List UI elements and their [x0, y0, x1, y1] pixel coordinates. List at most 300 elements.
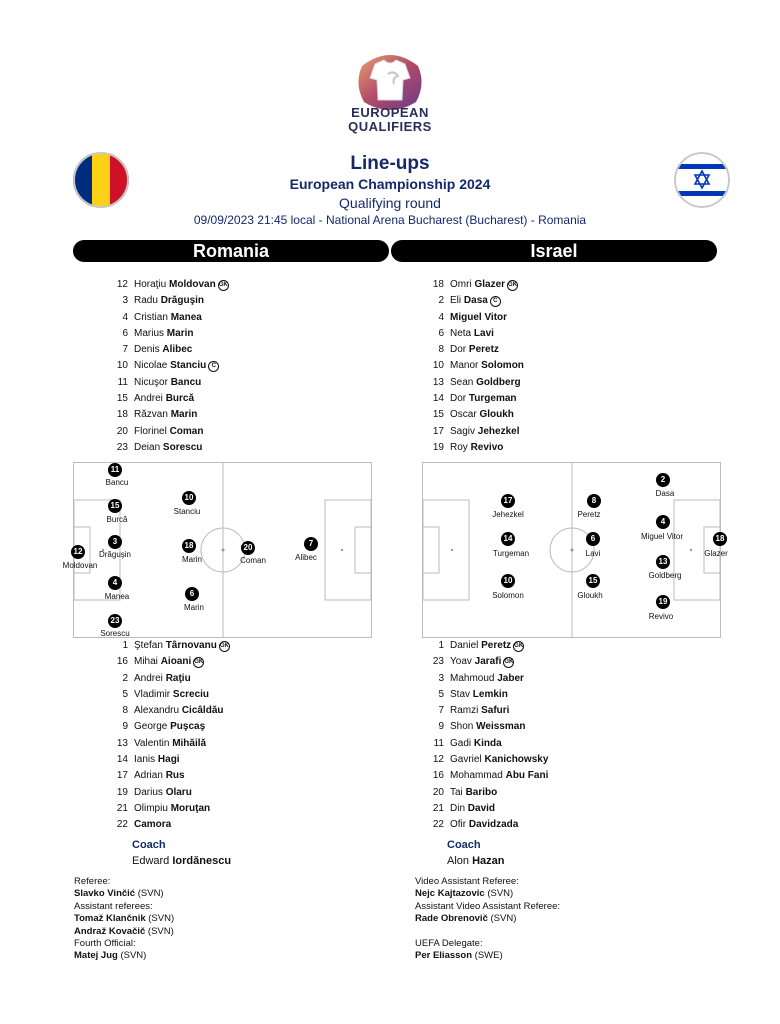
player-row	[100, 817, 380, 833]
officials-left	[74, 876, 374, 963]
player-last-name: Davidzada	[468, 819, 519, 831]
player-last-name: Jaber	[497, 672, 524, 684]
player-first-name: George	[134, 721, 168, 733]
pitch-player-label: Alibec	[295, 553, 317, 562]
player-name	[134, 752, 180, 768]
player-first-name: Ramzi	[450, 705, 479, 717]
player-name	[134, 817, 171, 833]
player-number: 14	[116, 754, 128, 766]
player-row	[416, 785, 696, 801]
player-first-name: Valentin	[134, 737, 170, 749]
player-last-name: Moruţan	[170, 802, 211, 814]
player-row	[416, 671, 696, 687]
player-row	[416, 375, 696, 391]
pitch-player-number: 12	[71, 545, 85, 559]
player-row	[416, 719, 696, 735]
player-first-name: Alexandru	[134, 705, 180, 717]
fourth-label: Fourth Official:	[74, 938, 136, 950]
player-last-name: Screciu	[172, 688, 210, 700]
player-name	[450, 277, 518, 293]
player-first-name: Andrei	[134, 672, 163, 684]
pitch-player-number: 15	[586, 574, 600, 588]
player-row	[416, 801, 696, 817]
player-name	[134, 293, 204, 309]
goalkeeper-badge: GK	[503, 657, 514, 668]
referee-nat: (SVN)	[137, 888, 164, 900]
avar-name: Rade Obrenovič	[415, 913, 488, 925]
player-last-name: Alibec	[162, 344, 193, 356]
player-number: 9	[438, 721, 444, 733]
player-name	[450, 768, 548, 784]
pitch-player-label: Dasa	[655, 489, 675, 498]
player-name	[450, 407, 514, 423]
player-first-name: Daniel	[450, 640, 479, 651]
player-name	[450, 687, 508, 703]
player-last-name: Gloukh	[479, 409, 514, 421]
player-row	[100, 671, 380, 687]
player-first-name: Din	[450, 802, 466, 814]
player-name	[450, 342, 499, 358]
player-first-name: Oscar	[450, 409, 477, 421]
player-number: 23	[116, 441, 128, 453]
player-number: 12	[432, 754, 444, 766]
israel-flag-icon	[674, 152, 730, 208]
player-name	[134, 736, 206, 752]
player-name	[134, 310, 202, 326]
pitch-player-number: 18	[182, 539, 196, 553]
player-name	[450, 719, 525, 735]
player-row	[100, 375, 380, 391]
delegate-name: Per Eliasson	[415, 950, 473, 962]
player-first-name: Manor	[450, 360, 479, 372]
pitch-player-label: Turgeman	[492, 549, 530, 558]
player-number: 7	[438, 705, 444, 717]
away-pitch	[422, 462, 721, 638]
player-last-name: Mihăilă	[172, 737, 207, 749]
player-last-name: Jehezkel	[477, 425, 520, 437]
pitch-player-label: Glazer	[704, 549, 728, 558]
player-number: 2	[438, 295, 444, 307]
player-first-name: Mihai	[134, 656, 158, 668]
player-row	[100, 424, 380, 440]
delegate	[415, 950, 735, 962]
player-row	[416, 768, 696, 784]
player-first-name: Tai	[450, 786, 463, 798]
fourth-official	[74, 950, 374, 962]
assistant2	[74, 926, 374, 938]
player-first-name: Adrian	[134, 770, 163, 782]
player-name	[450, 817, 518, 833]
player-row	[416, 342, 696, 358]
pitch-player-label: Marin	[181, 555, 203, 564]
player-number: 15	[116, 393, 128, 405]
player-name	[134, 768, 185, 784]
player-last-name: Aioani	[160, 656, 192, 668]
player-row	[416, 440, 696, 456]
player-last-name: Târnovanu	[165, 640, 217, 651]
referee-name: Slavko Vinčić	[74, 888, 136, 900]
player-name	[134, 407, 197, 423]
player-row	[100, 440, 380, 456]
player-last-name: Drăguşin	[160, 295, 205, 307]
pitch-player-label: Revivo	[648, 612, 674, 621]
player-last-name: Manea	[170, 311, 202, 323]
player-first-name: Dor	[450, 344, 467, 356]
player-number: 9	[122, 721, 128, 733]
pitch-player-number: 4	[108, 576, 122, 590]
pitch-player-number: 18	[713, 532, 727, 546]
pitch-player-number: 2	[656, 473, 670, 487]
player-name	[134, 671, 191, 687]
player-name	[450, 703, 509, 719]
player-first-name: Sean	[450, 376, 474, 388]
logo-text-line1: EUROPEAN	[351, 105, 429, 120]
player-row	[416, 638, 696, 654]
player-row	[100, 358, 380, 374]
player-last-name: Kinda	[473, 737, 502, 749]
player-name	[134, 703, 224, 719]
player-number: 10	[432, 360, 444, 372]
pitch-player-number: 17	[501, 494, 515, 508]
player-first-name: Denis	[134, 344, 160, 356]
pitch-player-label: Sorescu	[100, 629, 130, 638]
player-last-name: Rus	[165, 770, 185, 782]
player-name	[134, 326, 193, 342]
player-number: 23	[432, 656, 444, 668]
referee	[74, 888, 374, 900]
player-last-name: Weissman	[476, 721, 526, 733]
player-first-name: Sagiv	[450, 425, 476, 437]
player-name	[450, 375, 521, 391]
pitch-player-label: Manea	[104, 592, 130, 601]
player-number: 17	[116, 770, 128, 782]
player-number: 6	[122, 327, 128, 339]
away-starters-list	[416, 277, 696, 456]
player-number: 16	[432, 770, 444, 782]
player-row	[100, 638, 380, 654]
player-number: 13	[116, 737, 128, 749]
player-first-name: Yoav	[450, 656, 472, 668]
pitch-player-number: 13	[656, 555, 670, 569]
captain-badge: C	[208, 361, 219, 372]
captain-badge: C	[490, 296, 501, 307]
player-row	[416, 736, 696, 752]
player-name	[450, 752, 548, 768]
player-name	[450, 391, 517, 407]
player-first-name: Radu	[134, 295, 158, 307]
away-subs-list	[416, 638, 696, 834]
player-number: 11	[433, 737, 444, 749]
player-last-name: Glazer	[474, 279, 506, 290]
pitch-player-label: Moldovan	[62, 561, 98, 570]
player-number: 4	[122, 311, 128, 323]
pitch-player-label: Solomon	[492, 591, 524, 600]
pitch-player-number: 3	[108, 535, 122, 549]
player-row	[416, 310, 696, 326]
player-number: 8	[438, 344, 444, 356]
pitch-player-number: 20	[241, 541, 255, 555]
player-row	[100, 277, 380, 293]
pitch-player-number: 4	[656, 515, 670, 529]
player-last-name: Peretz	[481, 640, 512, 651]
player-last-name: Revivo	[470, 441, 504, 453]
player-number: 14	[432, 393, 444, 405]
player-number: 18	[116, 409, 128, 421]
player-first-name: Ianis	[134, 754, 156, 766]
round-name: Qualifying round	[339, 195, 441, 211]
pitch-player-number: 7	[304, 537, 318, 551]
player-row	[100, 342, 380, 358]
player-row	[416, 326, 696, 342]
pitch-player-number: 15	[108, 499, 122, 513]
player-last-name: Dasa	[463, 295, 488, 307]
match-info: 09/09/2023 21:45 local - National Arena Bucharest (Bucharest) - Romania	[193, 213, 587, 227]
player-last-name: Goldberg	[476, 376, 521, 388]
pitch-player-number: 6	[586, 532, 600, 546]
player-number: 6	[438, 327, 444, 339]
player-number: 19	[432, 441, 444, 453]
avar-label: Assistant Video Assistant Referee:	[415, 900, 561, 912]
pitch-player-number: 14	[501, 532, 515, 546]
player-name	[134, 358, 219, 374]
player-last-name: Sorescu	[162, 441, 203, 453]
player-first-name: Mohammad	[450, 770, 503, 782]
player-last-name: Turgeman	[468, 393, 517, 405]
player-row	[100, 326, 380, 342]
player-last-name: Moldovan	[169, 279, 216, 290]
avar-nat: (SVN)	[490, 913, 517, 925]
player-last-name: Stanciu	[170, 360, 207, 372]
player-number: 20	[432, 786, 444, 798]
player-last-name: Cicâldău	[181, 705, 224, 717]
home-coach-last: Iordănescu	[172, 855, 232, 867]
player-first-name: Horaţiu	[134, 279, 167, 290]
player-row	[416, 752, 696, 768]
player-row	[416, 687, 696, 703]
pitch-player-number: 11	[108, 463, 122, 477]
goalkeeper-badge: GK	[193, 657, 204, 668]
pitch-player-number: 23	[108, 614, 122, 628]
player-last-name: Bancu	[170, 376, 202, 388]
player-row	[100, 407, 380, 423]
pitch-player-label: Marin	[183, 603, 205, 612]
player-last-name: Kanichowsky	[484, 754, 549, 766]
player-first-name: Răzvan	[134, 409, 168, 421]
player-name	[134, 719, 205, 735]
player-number: 17	[432, 425, 444, 437]
player-row	[416, 703, 696, 719]
player-number: 21	[432, 802, 444, 814]
player-row	[100, 752, 380, 768]
player-row	[100, 687, 380, 703]
player-name	[134, 424, 203, 440]
player-first-name: Stav	[450, 688, 471, 700]
away-coach-last: Hazan	[472, 855, 505, 867]
player-number: 22	[432, 819, 444, 831]
player-name	[134, 638, 230, 654]
player-first-name: Neta	[450, 327, 472, 339]
player-row	[100, 391, 380, 407]
player-first-name: Marius	[134, 327, 165, 339]
pitch-player-label: Stanciu	[173, 507, 201, 516]
player-row	[416, 817, 696, 833]
player-last-name: Baribo	[465, 786, 498, 798]
player-name	[134, 375, 201, 391]
player-row	[416, 424, 696, 440]
player-last-name: Jarafi	[474, 656, 502, 668]
player-last-name: Lavi	[473, 327, 494, 339]
officials-right	[415, 876, 735, 963]
player-row	[416, 277, 696, 293]
romania-flag-icon	[73, 152, 129, 208]
player-name	[450, 326, 494, 342]
var-label: Video Assistant Referee:	[415, 876, 519, 887]
home-starters-list	[100, 277, 380, 456]
player-number: 20	[116, 425, 128, 437]
goalkeeper-badge: GK	[219, 641, 230, 652]
pitch-player-label: Lavi	[585, 549, 601, 558]
goalkeeper-badge: GK	[507, 280, 518, 291]
player-number: 1	[438, 640, 444, 651]
pitch-player-number: 6	[185, 587, 199, 601]
player-last-name: Peretz	[468, 344, 499, 356]
player-name	[134, 654, 204, 670]
fourth-nat: (SVN)	[120, 950, 147, 962]
avar-official	[415, 913, 735, 925]
player-first-name: Nicolae	[134, 360, 168, 372]
player-row	[416, 358, 696, 374]
player-first-name: Eli	[450, 295, 462, 307]
player-name	[450, 654, 514, 670]
pitch-player-number: 10	[501, 574, 515, 588]
pitch-player-label: Coman	[240, 556, 266, 565]
player-last-name: Miguel Vitor	[450, 311, 508, 323]
pitch-player-label: Jehezkel	[492, 510, 524, 519]
player-first-name: Omri	[450, 279, 472, 290]
page-title: Line-ups	[350, 153, 430, 174]
player-number: 5	[438, 688, 444, 700]
player-first-name: Olimpiu	[134, 802, 168, 814]
var-nat: (SVN)	[487, 888, 514, 900]
player-number: 21	[116, 802, 128, 814]
player-first-name: Vladimir	[134, 688, 171, 700]
player-first-name: Ştefan	[134, 640, 163, 651]
player-number: 8	[122, 705, 128, 717]
player-first-name: Gadi	[450, 737, 472, 749]
player-first-name: Gavriel	[450, 754, 482, 766]
player-name	[134, 687, 209, 703]
var-name: Nejc Kajtazovic	[415, 888, 485, 900]
player-last-name: Marin	[166, 327, 194, 339]
player-number: 3	[122, 295, 128, 307]
logo-text-line2: QUALIFIERS	[348, 119, 432, 134]
player-row	[100, 654, 380, 670]
player-number: 7	[122, 344, 128, 356]
referee-label: Referee:	[74, 876, 111, 887]
player-name	[450, 310, 507, 326]
pitch-player-label: Miguel Vitor	[640, 532, 684, 541]
assistant2-name: Andraž Kovačič	[74, 925, 146, 937]
player-first-name: Darius	[134, 786, 163, 798]
player-number: 1	[122, 640, 128, 651]
player-name	[450, 424, 520, 440]
away-coach-label: Coach	[447, 839, 481, 851]
assistant1	[74, 913, 374, 925]
player-number: 10	[116, 360, 128, 372]
player-name	[134, 785, 192, 801]
home-coach-first: Edward	[132, 855, 170, 867]
player-number: 11	[117, 376, 128, 388]
player-name	[450, 785, 497, 801]
player-last-name: Raţiu	[165, 672, 191, 684]
player-last-name: Solomon	[481, 360, 524, 372]
player-number: 15	[432, 409, 444, 421]
player-number: 16	[116, 656, 128, 668]
away-coach-name	[447, 855, 505, 867]
delegate-label: UEFA Delegate:	[415, 938, 483, 950]
player-row	[100, 768, 380, 784]
player-first-name: Florinel	[134, 425, 167, 437]
pitch-player-number: 10	[182, 491, 196, 505]
player-last-name: Coman	[169, 425, 204, 437]
player-last-name: Camora	[134, 819, 172, 831]
player-first-name: Shon	[450, 721, 474, 733]
player-name	[450, 358, 524, 374]
player-row	[100, 293, 380, 309]
pitch-player-label: Drăguşin	[98, 550, 132, 559]
player-row	[100, 310, 380, 326]
player-last-name: Puşcaş	[170, 721, 206, 733]
player-number: 13	[432, 376, 444, 388]
player-row	[100, 801, 380, 817]
player-name	[450, 638, 524, 654]
player-number: 5	[122, 688, 128, 700]
player-row	[100, 785, 380, 801]
player-number: 12	[116, 279, 128, 290]
home-team-bar: Romania	[73, 240, 389, 262]
player-first-name: Andrei	[134, 393, 163, 405]
player-first-name: Ofir	[450, 819, 467, 831]
player-name	[450, 801, 495, 817]
player-row	[100, 736, 380, 752]
player-name	[134, 277, 229, 293]
player-row	[416, 293, 696, 309]
player-name	[450, 293, 501, 309]
player-row	[416, 407, 696, 423]
player-name	[134, 342, 192, 358]
player-name	[134, 391, 194, 407]
assistants-label: Assistant referees:	[74, 900, 153, 912]
player-last-name: Burcă	[165, 393, 195, 405]
assistant1-nat: (SVN)	[148, 913, 175, 925]
player-name	[134, 801, 210, 817]
assistant2-nat: (SVN)	[147, 925, 174, 937]
player-first-name: Cristian	[134, 311, 168, 323]
fourth-name: Matej Jug	[74, 950, 118, 962]
player-row	[416, 391, 696, 407]
player-number: 2	[122, 672, 128, 684]
away-coach-first: Alon	[447, 855, 470, 867]
pitch-player-label: Burcă	[106, 515, 128, 524]
player-number: 22	[116, 819, 128, 831]
pitch-player-label: Gloukh	[577, 591, 603, 600]
away-team-bar: Israel	[391, 240, 717, 262]
player-first-name: Mahmoud	[450, 672, 495, 684]
player-last-name: David	[467, 802, 496, 814]
player-last-name: Marin	[170, 409, 198, 421]
player-first-name: Dor	[450, 393, 467, 405]
player-name	[450, 440, 503, 456]
